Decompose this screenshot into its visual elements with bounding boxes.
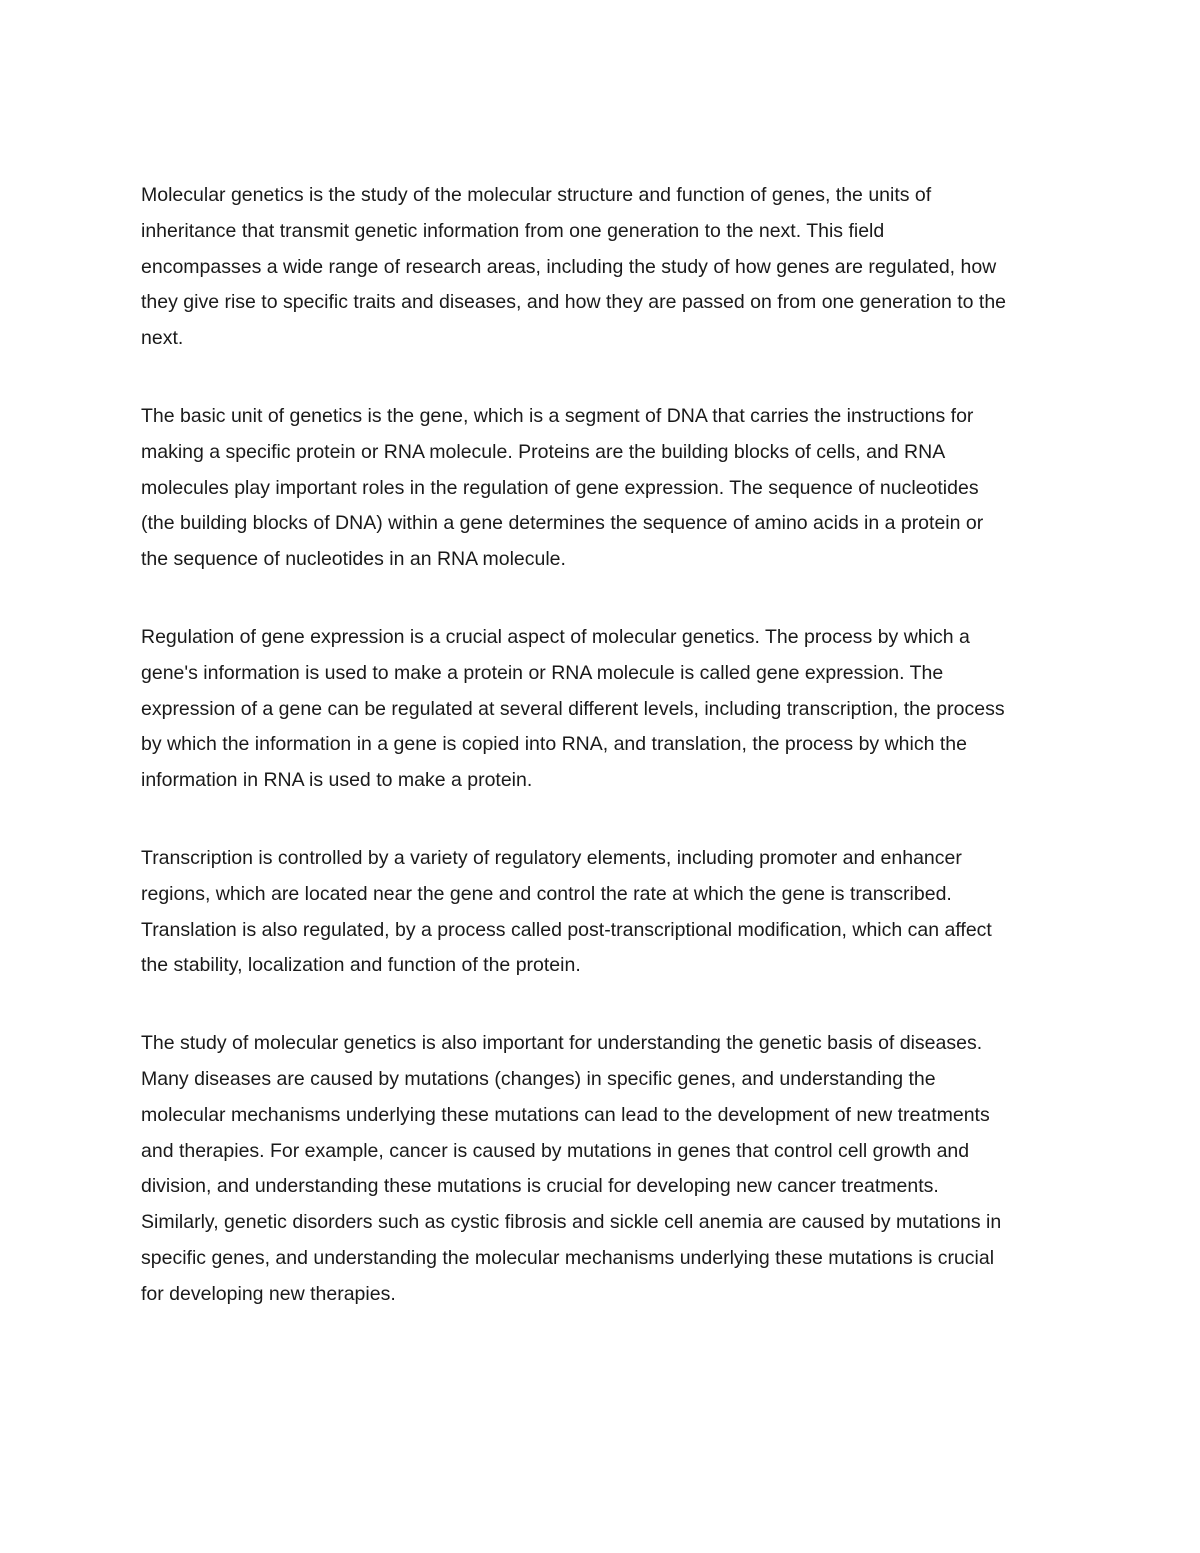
paragraph-line: they give rise to specific traits and diseases, and how they are passed on from one generation to the (141, 291, 1007, 314)
paragraph-1 (141, 178, 1066, 357)
paragraph-line: and therapies. For example, cancer is caused by mutations in genes that control cell growth and (141, 1139, 970, 1162)
paragraph-line: Molecular genetics is the study of the molecular structure and function of genes, the units of (141, 184, 932, 206)
paragraph-5 (141, 1026, 1066, 1312)
paragraph-line: inheritance that transmit genetic information from one generation to the next. This field (141, 219, 885, 242)
paragraph-line: for developing new therapies. (141, 1282, 396, 1305)
paragraph-line: The basic unit of genetics is the gene, which is a segment of DNA that carries the instructions for (141, 404, 974, 427)
paragraph-line: molecules play important roles in the regulation of gene expression. The sequence of nucleotides (141, 476, 979, 499)
paragraph-line: molecular mechanisms underlying these mutations can lead to the development of new treatments (141, 1103, 990, 1126)
paragraph-line: gene's information is used to make a protein or RNA molecule is called gene expression. The (141, 661, 944, 684)
paragraph-line: by which the information in a gene is copied into RNA, and translation, the process by which the (141, 733, 967, 756)
paragraph-4 (141, 841, 1066, 984)
document-body (141, 178, 1066, 1355)
paragraph-line: Transcription is controlled by a variety of regulatory elements, including promoter and enhancer (141, 846, 962, 869)
paragraph-line: division, and understanding these mutations is crucial for developing new cancer treatments. (141, 1175, 939, 1198)
paragraph-line: Translation is also regulated, by a process called post-transcriptional modification, which can affect (141, 918, 992, 941)
paragraph-line: regions, which are located near the gene and control the rate at which the gene is transcribed. (141, 882, 952, 905)
paragraph-line: Many diseases are caused by mutations (changes) in specific genes, and understanding the (141, 1067, 936, 1090)
paragraph-2 (141, 399, 1066, 578)
paragraph-line: The study of molecular genetics is also important for understanding the genetic basis of diseases. (141, 1032, 983, 1055)
paragraph-line: encompasses a wide range of research areas, including the study of how genes are regulated, how (141, 255, 997, 278)
paragraph-line: (the building blocks of DNA) within a gene determines the sequence of amino acids in a protein or (141, 512, 984, 535)
paragraph-line: the sequence of nucleotides in an RNA molecule. (141, 548, 566, 571)
paragraph-line: Similarly, genetic disorders such as cystic fibrosis and sickle cell anemia are caused by mutations in (141, 1211, 1002, 1234)
paragraph-line: Regulation of gene expression is a crucial aspect of molecular genetics. The process by which a (141, 625, 970, 648)
paragraph-line: next. (141, 327, 184, 350)
paragraph-line: making a specific protein or RNA molecule. Proteins are the building blocks of cells, and RNA (141, 440, 946, 463)
paragraph-line: expression of a gene can be regulated at several different levels, including transcription, the process (141, 697, 1005, 720)
paragraph-3 (141, 620, 1066, 799)
paragraph-line: information in RNA is used to make a protein. (141, 769, 533, 792)
paragraph-line: specific genes, and understanding the molecular mechanisms underlying these mutations is crucial (141, 1246, 995, 1269)
paragraph-line: the stability, localization and function of the protein. (141, 954, 581, 977)
